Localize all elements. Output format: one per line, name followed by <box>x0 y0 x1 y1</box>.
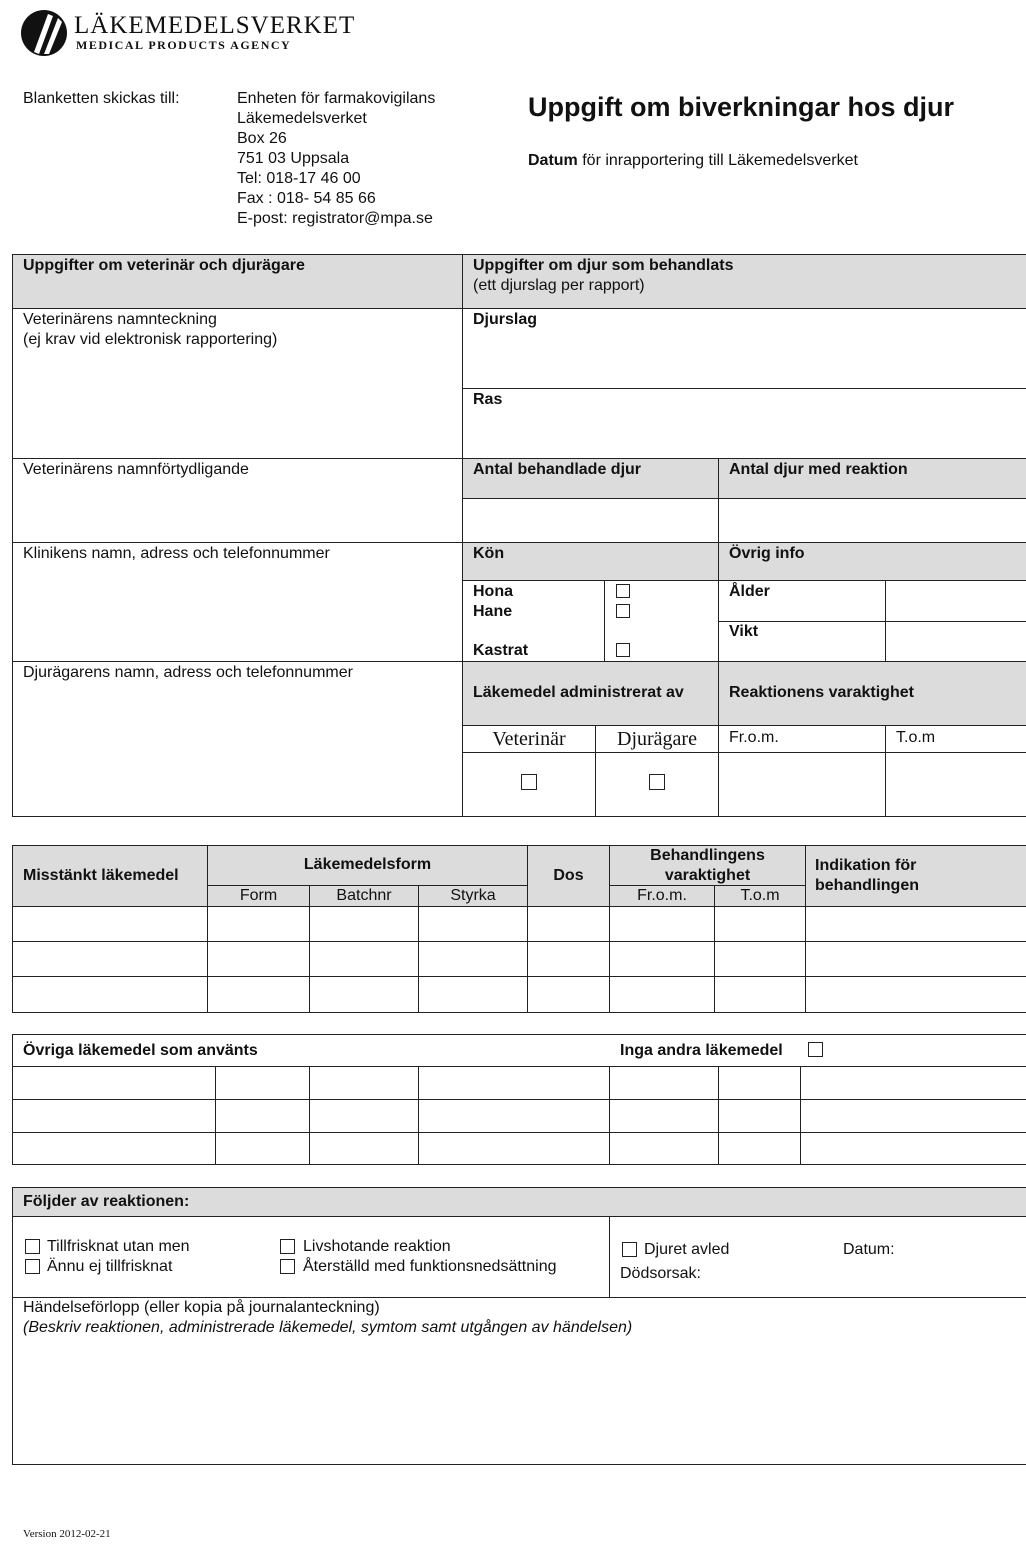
table-cell[interactable] <box>805 906 1026 942</box>
table-cell[interactable] <box>718 1132 801 1165</box>
logo-name: LÄKEMEDELSVERKET <box>74 12 356 39</box>
table-cell[interactable] <box>12 976 208 1013</box>
owner-admin-label: Djurägare <box>617 728 697 750</box>
agency-logo-icon <box>20 8 68 58</box>
clinic-label: Klinikens namn, adress och telefonnummer <box>23 545 330 562</box>
table-cell[interactable] <box>215 1132 310 1165</box>
table-cell[interactable] <box>527 906 610 942</box>
treat-from-label: Fr.o.m. <box>637 887 687 904</box>
address-line: Läkemedelsverket <box>237 110 367 127</box>
life-threat-checkbox[interactable] <box>280 1239 295 1254</box>
duration-from-input[interactable] <box>718 752 886 817</box>
table-cell[interactable] <box>800 1099 1026 1133</box>
table-cell[interactable] <box>609 941 715 977</box>
num-reaction-label: Antal djur med reaktion <box>729 461 908 478</box>
address-line: Enheten för farmakovigilans <box>237 90 436 107</box>
male-checkbox[interactable] <box>616 604 630 618</box>
castrated-checkbox[interactable] <box>616 643 630 657</box>
date-bold: Datum <box>528 152 578 169</box>
owner-admin-checkbox[interactable] <box>649 774 665 790</box>
version-label: Version 2012-02-21 <box>23 1528 111 1540</box>
table-cell[interactable] <box>418 976 528 1013</box>
table-cell[interactable] <box>714 941 806 977</box>
duration-to-label: T.o.m <box>896 729 936 746</box>
table-cell[interactable] <box>609 1132 719 1165</box>
recovered-checkbox[interactable] <box>25 1239 40 1254</box>
vet-admin-checkbox[interactable] <box>521 774 537 790</box>
table-cell[interactable] <box>800 1066 1026 1100</box>
form-label: Form <box>239 887 278 904</box>
sex-label: Kön <box>473 545 505 562</box>
table-cell[interactable] <box>527 941 610 977</box>
duration-label: Reaktionens varaktighet <box>729 684 914 701</box>
not-recovered-checkbox[interactable] <box>25 1259 40 1274</box>
treat-duration-label-1: Behandlingens <box>650 847 765 864</box>
address-line: Tel: 018-17 46 00 <box>237 170 361 187</box>
address-line: E-post: registrator@mpa.se <box>237 210 433 227</box>
dose-label: Dos <box>553 867 584 884</box>
male-label: Hane <box>473 603 513 620</box>
batch-label: Batchnr <box>336 887 392 904</box>
vet-admin-label: Veterinär <box>492 728 566 750</box>
table-cell[interactable] <box>714 906 806 942</box>
vet-signature-label: Veterinärens namnteckning <box>23 311 217 328</box>
table-cell[interactable] <box>207 976 310 1013</box>
address-line: Box 26 <box>237 130 287 147</box>
duration-to-input[interactable] <box>885 752 1026 817</box>
table-cell[interactable] <box>309 941 419 977</box>
table-cell[interactable] <box>12 1132 216 1165</box>
treat-duration-label-2: varaktighet <box>664 867 751 884</box>
suspect-label: Misstänkt läkemedel <box>23 867 179 884</box>
animal-header: Uppgifter om djur som behandlats <box>473 257 734 274</box>
no-other-drugs-label: Inga andra läkemedel <box>620 1042 783 1059</box>
table-cell[interactable] <box>418 1099 610 1133</box>
table-cell[interactable] <box>609 1066 719 1100</box>
table-cell[interactable] <box>609 976 715 1013</box>
life-threat-label: Livshotande reaktion <box>303 1238 451 1255</box>
table-cell[interactable] <box>309 1099 419 1133</box>
report-date-label <box>528 151 858 171</box>
course-instructions: (Beskriv reaktionen, administrerade läkemedel, symtom samt utgången av händelsen) <box>23 1319 633 1336</box>
castrated-label: Kastrat <box>473 642 529 659</box>
date-rest: för inrapportering till Läkemedelsverket <box>577 152 858 169</box>
num-reaction-input[interactable] <box>718 498 1026 543</box>
died-checkbox[interactable] <box>622 1242 637 1257</box>
table-cell[interactable] <box>527 976 610 1013</box>
recovered-label: Tillfrisknat utan men <box>47 1238 190 1255</box>
recovered-impair-checkbox[interactable] <box>280 1259 295 1274</box>
table-cell[interactable] <box>215 1099 310 1133</box>
table-cell[interactable] <box>805 976 1026 1013</box>
breed-field[interactable] <box>462 388 1026 459</box>
table-cell[interactable] <box>12 941 208 977</box>
table-cell[interactable] <box>309 906 419 942</box>
other-drugs-label: Övriga läkemedel som använts <box>23 1042 258 1059</box>
table-cell[interactable] <box>718 1066 801 1100</box>
duration-from-label: Fr.o.m. <box>729 729 779 746</box>
table-cell[interactable] <box>718 1099 801 1133</box>
recovered-impair-label: Återställd med funktionsnedsättning <box>303 1258 557 1275</box>
form-title: Uppgift om biverkningar hos djur <box>528 92 955 122</box>
death-date-label: Datum: <box>843 1241 895 1258</box>
indication-label-1: Indikation för <box>815 857 917 874</box>
send-to-label: Blanketten skickas till: <box>23 90 180 107</box>
administered-label: Läkemedel administrerat av <box>473 684 684 701</box>
table-cell[interactable] <box>800 1132 1026 1165</box>
num-treated-input[interactable] <box>462 498 719 543</box>
table-cell[interactable] <box>418 941 528 977</box>
table-cell[interactable] <box>805 941 1026 977</box>
table-cell[interactable] <box>12 1066 216 1100</box>
table-cell[interactable] <box>609 906 715 942</box>
weight-input[interactable] <box>885 621 1026 662</box>
species-field[interactable] <box>462 308 1026 389</box>
table-cell[interactable] <box>12 1099 216 1133</box>
no-other-drugs-checkbox[interactable] <box>808 1042 823 1057</box>
age-input[interactable] <box>885 580 1026 622</box>
address-line: 751 03 Uppsala <box>237 150 350 167</box>
vet-signature-note: (ej krav vid elektronisk rapportering) <box>23 331 278 348</box>
age-label: Ålder <box>729 583 770 600</box>
table-cell[interactable] <box>418 1066 610 1100</box>
num-treated-label: Antal behandlade djur <box>473 461 642 478</box>
female-checkbox[interactable] <box>616 584 630 598</box>
died-label: Djuret avled <box>644 1241 730 1258</box>
strength-label: Styrka <box>450 887 496 904</box>
vet-name-label: Veterinärens namnförtydligande <box>23 461 249 478</box>
table-cell[interactable] <box>215 1066 310 1100</box>
other-info-label: Övrig info <box>729 545 805 562</box>
table-cell[interactable] <box>12 906 208 942</box>
indication-label-2: behandlingen <box>815 877 919 894</box>
table-cell[interactable] <box>609 1099 719 1133</box>
table-cell[interactable] <box>418 906 528 942</box>
logo-subtitle: MEDICAL PRODUCTS AGENCY <box>76 38 292 52</box>
table-cell[interactable] <box>714 976 806 1013</box>
weight-label: Vikt <box>729 623 759 640</box>
breed-label: Ras <box>473 391 503 408</box>
course-label: Händelseförlopp (eller kopia på journalanteckning) <box>23 1299 380 1316</box>
table-cell[interactable] <box>418 1132 610 1165</box>
not-recovered-label: Ännu ej tillfrisknat <box>47 1258 173 1275</box>
address-line: Fax : 018- 54 85 66 <box>237 190 376 207</box>
female-label: Hona <box>473 583 513 600</box>
table-cell[interactable] <box>207 941 310 977</box>
owner-label: Djurägarens namn, adress och telefonnummer <box>23 664 353 681</box>
species-label: Djurslag <box>473 311 538 328</box>
death-cause-label: Dödsorsak: <box>620 1265 701 1282</box>
treat-to-label: T.o.m <box>740 887 780 904</box>
consequences-label: Följder av reaktionen: <box>23 1193 190 1210</box>
vet-owner-header: Uppgifter om veterinär och djurägare <box>23 257 305 274</box>
table-cell[interactable] <box>309 1066 419 1100</box>
animal-header-sub: (ett djurslag per rapport) <box>473 277 645 294</box>
owner-field[interactable] <box>12 661 463 817</box>
table-cell[interactable] <box>309 1132 419 1165</box>
table-cell[interactable] <box>207 906 310 942</box>
drug-form-label: Läkemedelsform <box>303 856 432 873</box>
table-cell[interactable] <box>309 976 419 1013</box>
